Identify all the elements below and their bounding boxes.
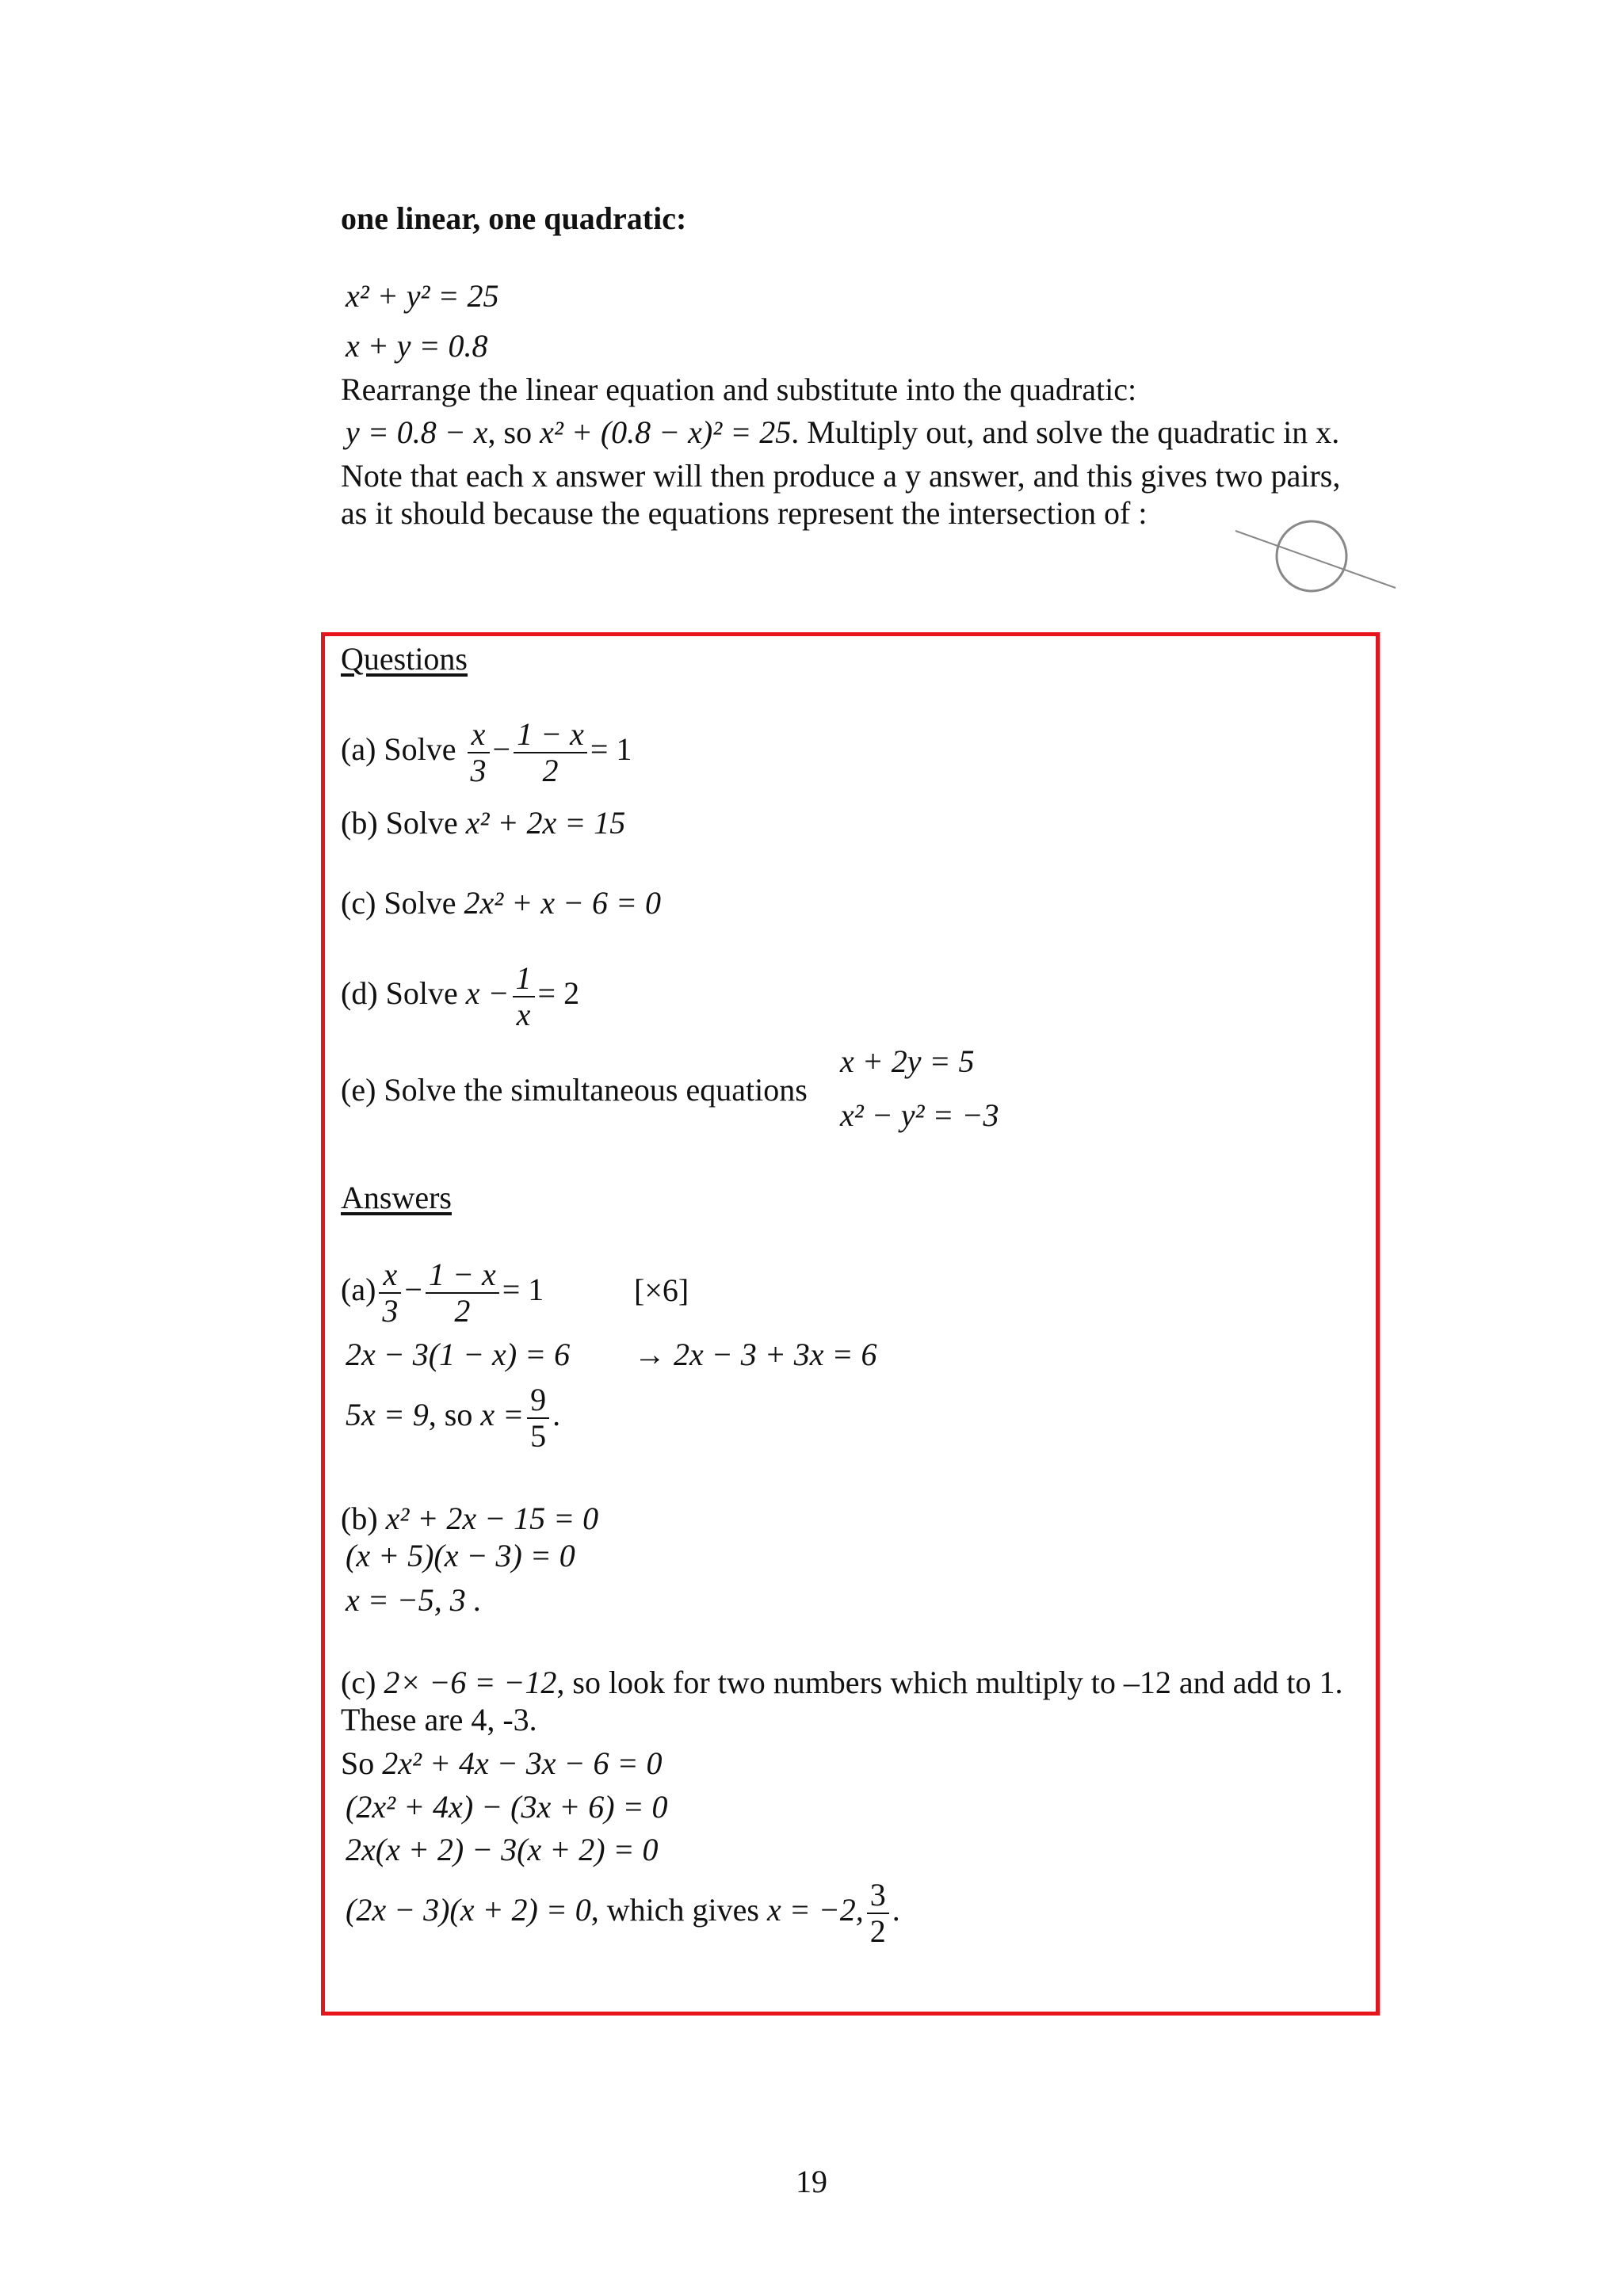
question-d-pre: x −	[465, 975, 510, 1012]
fraction-1-minus-x-over-2	[426, 1257, 499, 1329]
question-b-math: x² + 2x = 15	[465, 805, 626, 841]
answer-a-line2b: → 2x − 3 + 3x = 6	[634, 1337, 877, 1372]
answer-c-explanation: , so look for two numbers which multiply to –12 and add to 1.	[556, 1665, 1343, 1700]
substitution-rest: . Multiply out, and solve the quadratic in x.	[791, 414, 1340, 450]
questions-title: Questions	[341, 641, 468, 677]
fraction-1-over-x	[513, 961, 535, 1032]
numerator: 1 − x	[426, 1257, 499, 1294]
question-e-eq1: x + 2y = 5	[840, 1043, 975, 1079]
fraction-x-over-3	[379, 1257, 401, 1329]
question-d	[341, 961, 579, 1032]
substituted-quadratic: x² + (0.8 − x)² = 25	[540, 414, 792, 450]
paragraph-note: Note that each x answer will then produce a y answer, and this gives two pairs,	[341, 458, 1341, 494]
answers-title: Answers	[341, 1180, 452, 1215]
paragraph-intersection: as it should because the equations represent the intersection of :	[341, 495, 1148, 531]
minus-sign: −	[492, 731, 511, 768]
numerator: x	[379, 1257, 401, 1294]
question-d-label: (d) Solve	[341, 975, 458, 1012]
answer-c-product: 2× −6 = −12	[384, 1665, 557, 1700]
question-b	[341, 804, 625, 842]
page-number: 19	[796, 2164, 827, 2199]
answer-b-line1	[341, 1500, 598, 1538]
answer-c-gives: , which gives	[590, 1892, 759, 1928]
denominator: 2	[542, 753, 559, 788]
equation-circle: x² + y² = 25	[346, 278, 499, 314]
denominator: 3	[470, 753, 487, 788]
numerator: 1	[513, 961, 535, 997]
denominator: 3	[382, 1293, 399, 1329]
fraction-x-over-3	[468, 717, 490, 788]
numerator: 1 − x	[514, 717, 587, 753]
answer-c-label: (c)	[341, 1665, 376, 1700]
denominator: 2	[869, 1913, 886, 1949]
answer-b-math: x² + 2x − 15 = 0	[385, 1501, 599, 1536]
answer-a-multiplier: [×6]	[634, 1272, 689, 1308]
section-heading: one linear, one quadratic:	[341, 200, 687, 236]
fraction-3-over-2	[867, 1878, 889, 1949]
question-c-math: 2x² + x − 6 = 0	[464, 885, 661, 921]
question-c-label: (c) Solve	[341, 885, 456, 921]
denominator: x	[516, 997, 531, 1032]
answer-a-so: , so	[428, 1397, 481, 1433]
answer-c-split: 2x² + 4x − 3x − 6 = 0	[382, 1745, 663, 1781]
answer-a-5x: 5x = 9	[346, 1397, 429, 1433]
substitution-so: , so	[487, 414, 540, 450]
answer-c-line6	[346, 1878, 900, 1949]
answer-a-label: (a)	[341, 1272, 376, 1308]
answer-b-label: (b)	[341, 1501, 378, 1536]
paragraph-rearrange: Rearrange the linear equation and substitute into the quadratic:	[341, 372, 1137, 407]
period: .	[552, 1397, 561, 1433]
answer-a-line3	[346, 1383, 560, 1454]
answer-c-x-equals: x = −2,	[766, 1892, 864, 1928]
answer-a-line2: 2x − 3(1 − x) = 6	[346, 1337, 571, 1372]
circle-line-diagram	[1232, 515, 1399, 602]
denominator: 2	[454, 1293, 471, 1329]
answer-c-so: So	[341, 1745, 375, 1781]
question-e-label: (e) Solve the simultaneous equations	[341, 1072, 808, 1108]
question-a-label: (a) Solve	[341, 731, 456, 768]
diagram-line	[1235, 531, 1396, 588]
equals-one: = 1	[502, 1272, 544, 1308]
minus-sign: −	[404, 1272, 422, 1308]
equals-one: = 1	[590, 731, 632, 768]
answer-c-line1	[341, 1664, 1343, 1702]
question-a	[341, 717, 632, 788]
numerator: x	[468, 717, 490, 753]
answer-c-factored: (2x − 3)(x + 2) = 0	[346, 1892, 591, 1928]
answer-b-line3: x = −5, 3 .	[346, 1582, 482, 1618]
answer-c-line3	[341, 1745, 662, 1783]
answer-c-line4: (2x² + 4x) − (3x + 6) = 0	[346, 1789, 668, 1825]
substitution-math: y = 0.8 − x	[346, 414, 488, 450]
answer-a-line1	[341, 1257, 544, 1329]
equation-line: x + y = 0.8	[346, 328, 488, 364]
answer-c-line5: 2x(x + 2) − 3(x + 2) = 0	[346, 1832, 659, 1867]
denominator: 5	[530, 1418, 547, 1454]
diagram-circle	[1277, 521, 1346, 591]
numerator: 9	[527, 1383, 549, 1419]
fraction-9-over-5	[527, 1383, 549, 1454]
answer-b-line2: (x + 5)(x − 3) = 0	[346, 1538, 575, 1573]
question-c	[341, 884, 661, 922]
fraction-1-minus-x-over-2	[514, 717, 587, 788]
paragraph-substitute	[346, 414, 1339, 452]
equals-two: = 2	[537, 975, 580, 1012]
question-e-eq2: x² − y² = −3	[840, 1097, 999, 1133]
numerator: 3	[867, 1878, 889, 1914]
answer-a-x-equals: x =	[480, 1397, 525, 1433]
period: .	[892, 1892, 900, 1928]
answer-c-line2: These are 4, -3.	[341, 1702, 537, 1737]
question-b-label: (b) Solve	[341, 805, 458, 841]
